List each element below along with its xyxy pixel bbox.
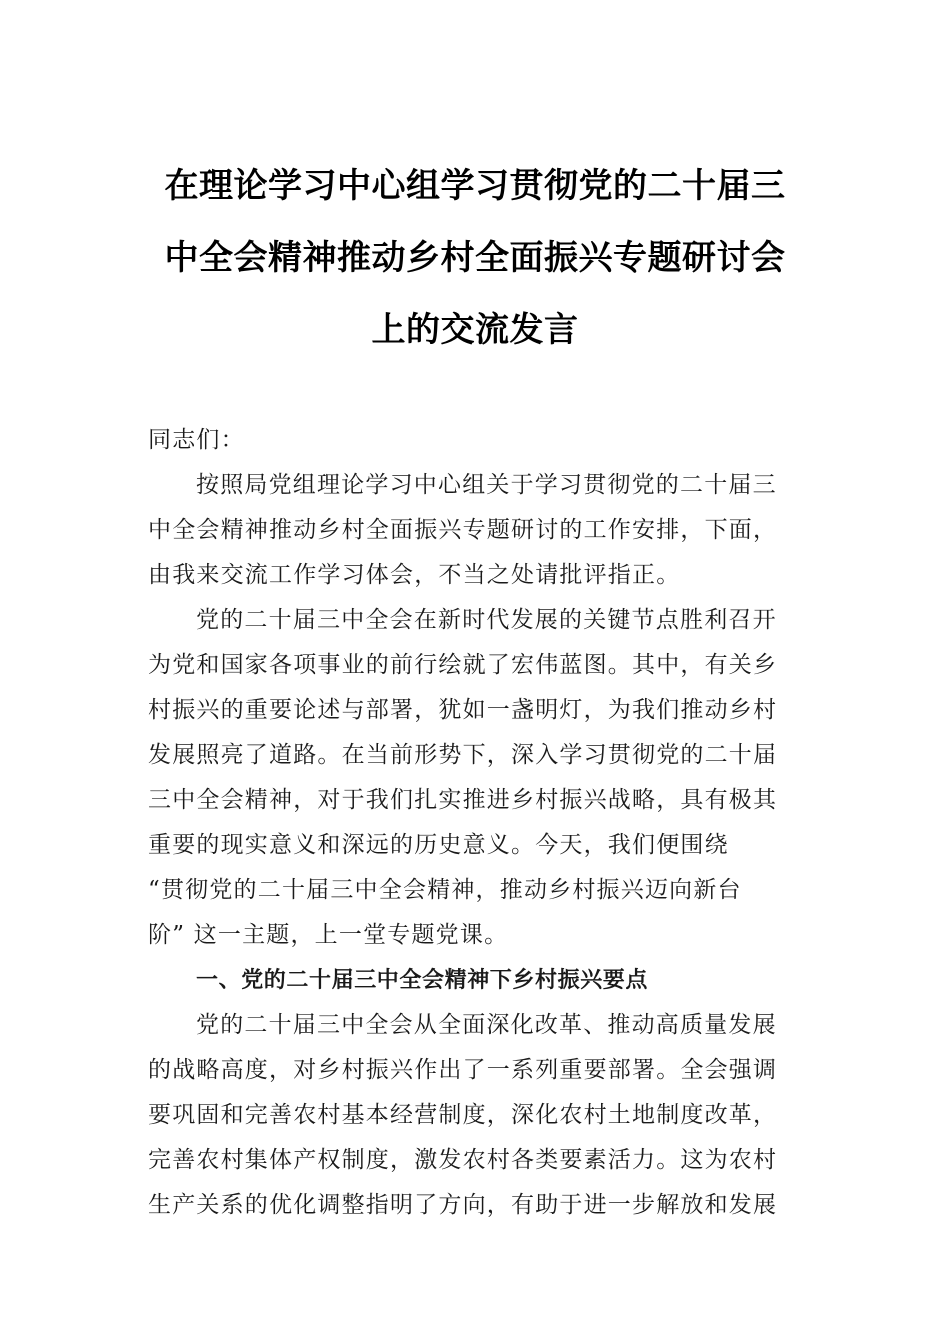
paragraph-intro: [148, 463, 810, 598]
salutation: 同志们：: [148, 427, 245, 453]
paragraph-background: [148, 598, 810, 958]
paragraph-line: 三中全会精神，对于我们扎实推进乡村振兴战略，具有极其: [148, 787, 778, 813]
title-line: 中全会精神推动乡村全面振兴专题研讨会: [164, 238, 786, 278]
paragraph-line: 发展照亮了道路。在当前形势下，深入学习贯彻党的二十届: [148, 742, 778, 768]
title-line: 在理论学习中心组学习贯彻党的二十届三: [164, 166, 786, 206]
paragraph-line: 要巩固和完善农村基本经营制度，深化农村土地制度改革，: [148, 1102, 778, 1128]
document-title: [140, 150, 810, 366]
paragraph-line: 阶” 这一主题，上一堂专题党课。: [148, 922, 509, 948]
paragraph-line: 党的二十届三中全会从全面深化改革、推动高质量发展: [196, 1012, 777, 1038]
paragraph-line: “贯彻党的二十届三中全会精神，推动乡村振兴迈向新台: [148, 877, 742, 903]
paragraph-line: 为党和国家各项事业的前行绘就了宏伟蓝图。其中，有关乡: [148, 652, 778, 678]
paragraph-line: 村振兴的重要论述与部署，犹如一盏明灯，为我们推动乡村: [148, 697, 778, 723]
section-heading: 一、党的二十届三中全会精神下乡村振兴要点: [196, 968, 649, 993]
paragraph-line: 生产关系的优化调整指明了方向，有助于进一步解放和发展: [148, 1192, 778, 1218]
paragraph-line: 按照局党组理论学习中心组关于学习贯彻党的二十届三: [196, 472, 777, 498]
paragraph-line: 由我来交流工作学习体会，不当之处请批评指正。: [148, 562, 681, 588]
paragraph-line: 党的二十届三中全会在新时代发展的关键节点胜利召开: [196, 607, 777, 633]
paragraph-line: 中全会精神推动乡村全面振兴专题研讨的工作安排，下面，: [148, 517, 778, 543]
paragraph-line: 的战略高度，对乡村振兴作出了一系列重要部署。全会强调: [148, 1057, 778, 1083]
paragraph-section-one: [148, 1003, 810, 1228]
paragraph-line: 完善农村集体产权制度，激发农村各类要素活力。这为农村: [148, 1147, 778, 1173]
document-body: [148, 418, 810, 1228]
title-line: 上的交流发言: [371, 310, 579, 350]
paragraph-line: 重要的现实意义和深远的历史意义。今天，我们便围绕: [148, 832, 729, 858]
